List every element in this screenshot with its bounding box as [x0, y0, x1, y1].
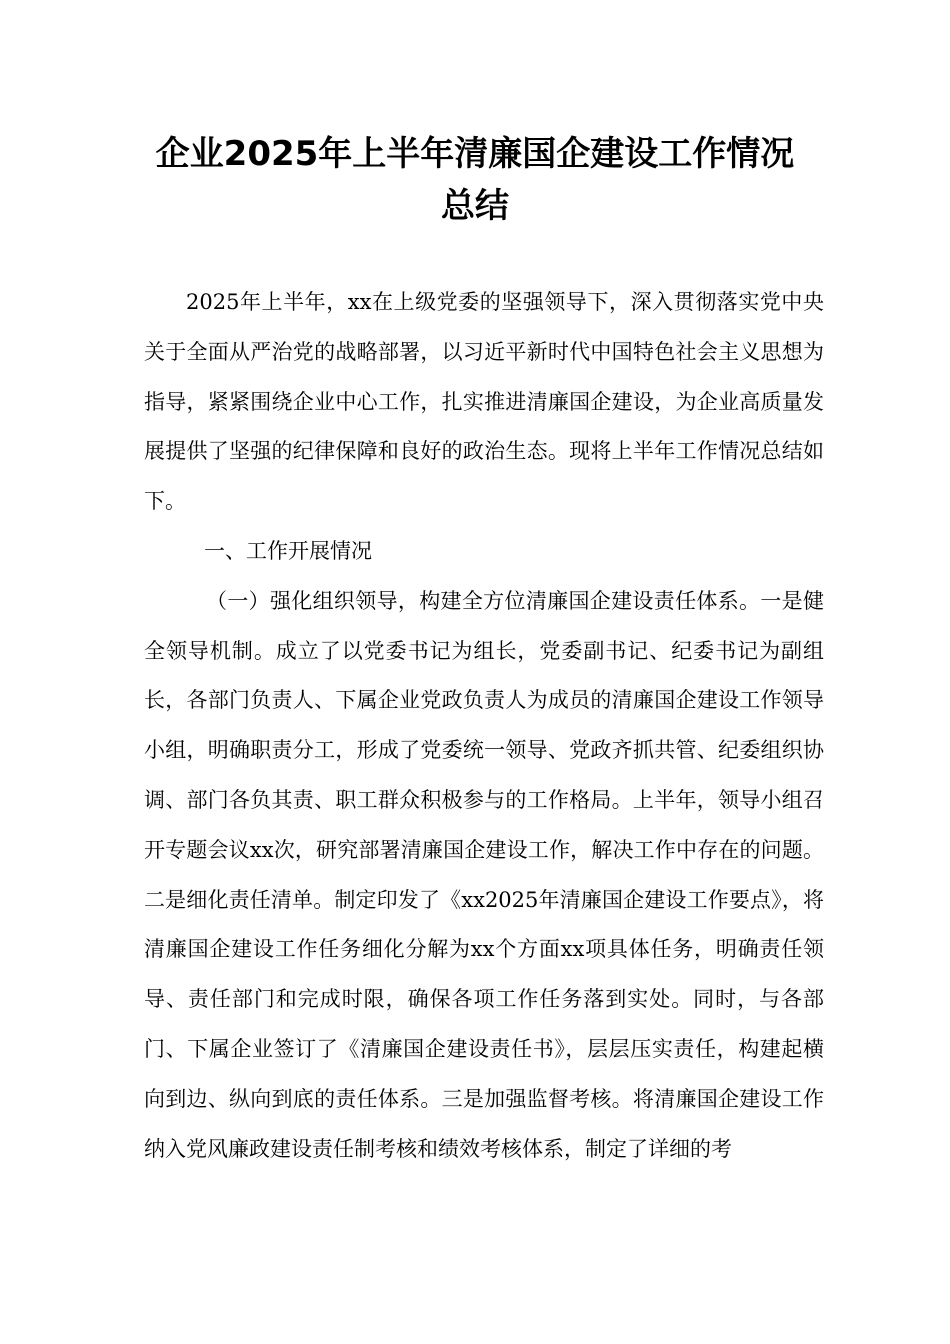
document-body [144, 278, 824, 1174]
document-title [120, 128, 830, 232]
subsection-paragraph-organization: （一）强化组织领导，构建全方位清廉国企建设责任体系。一是健全领导机制。成立了以党委书记为组长，党委副书记、纪委书记为副组长，各部门负责人、下属企业党政负责人为成员的清廉国企建设工作领导小组，明确职责分工，形成了党委统一领导、党政齐抓共管、纪委组织协调、部门各负其责、职工群众积极参与的工作格局。上半年，领导小组召开专题会议xx次，研究部署清廉国企建设工作，解决工作中存在的问题。二是细化责任清单。制定印发了《xx2025年清廉国企建设工作要点》，将清廉国企建设工作任务细化分解为xx个方面xx项具体任务，明确责任领导、责任部门和完成时限，确保各项工作任务落到实处。同时，与各部门、下属企业签订了《清廉国企建设责任书》，层层压实责任，构建起横向到边、纵向到底的责任体系。三是加强监督考核。将清廉国企建设工作纳入党风廉政建设责任制考核和绩效考核体系，制定了详细的考 [144, 588, 824, 1161]
document-title-line-1: 企业2025年上半年清廉国企建设工作情况 [155, 134, 795, 174]
document-title-line-2: 总结 [441, 186, 509, 226]
intro-paragraph: 2025年上半年，xx在上级党委的坚强领导下，深入贯彻落实党中央关于全面从严治党的战略部署，以习近平新时代中国特色社会主义思想为指导，紧紧围绕企业中心工作，扎实推进清廉国企建设，为企业高质量发展提供了坚强的纪律保障和良好的政治生态。现将上半年工作情况总结如下。 [144, 290, 824, 514]
section-heading-work-progress: 一、工作开展情况 [204, 538, 372, 563]
